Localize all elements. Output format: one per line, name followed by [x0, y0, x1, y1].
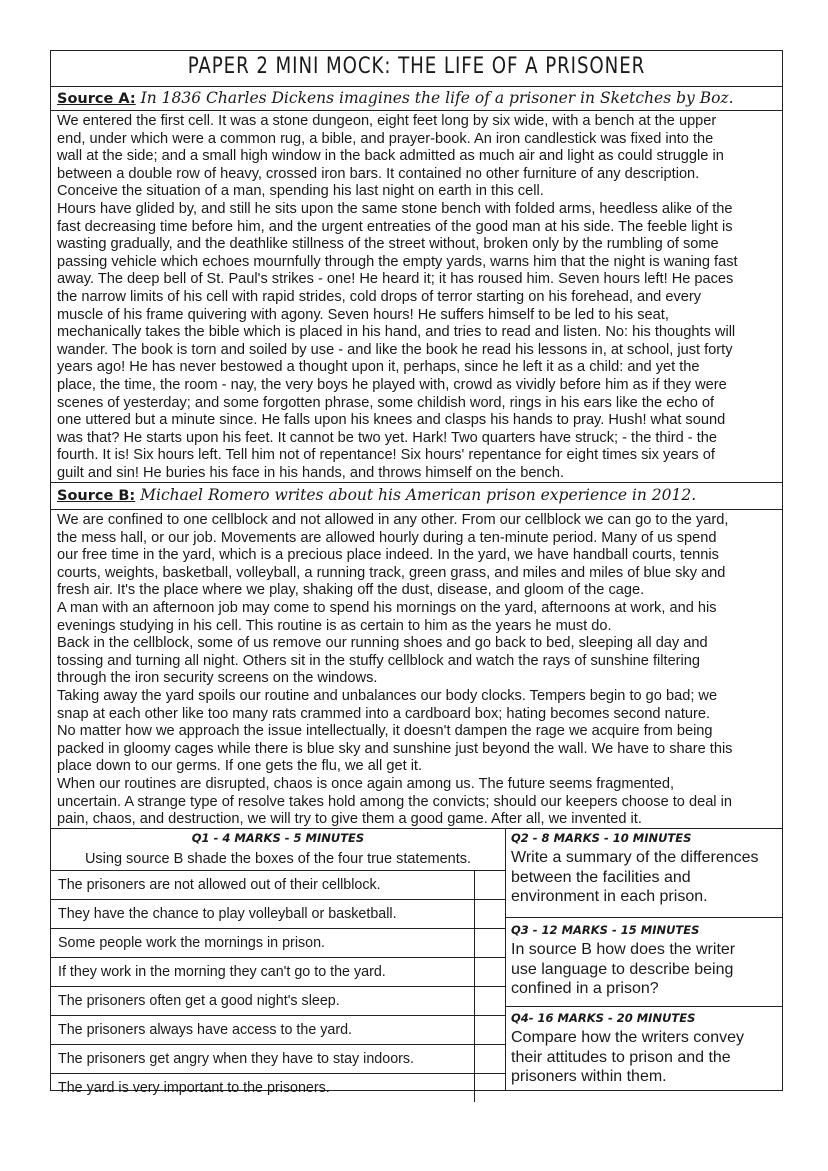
passage-line: was that? He starts upon his feet. It cannot be two yet. Hark! Two quarters have struck; - the third - the: [57, 429, 718, 446]
passage-line: Conceive the situation of a man, spending his last night on earth in this cell.: [57, 183, 544, 200]
statement-text: The prisoners often get a good night's sleep.: [58, 993, 340, 1009]
shade-box[interactable]: [474, 1016, 505, 1044]
divider: [51, 110, 782, 111]
statement-row: [51, 1044, 505, 1073]
passage-line: fast decreasing time before him, and the urgent entreaties of the good man at his side. The feeble light is: [57, 218, 733, 235]
passage-line: Hours have glided by, and still he sits upon the same stone bench with folded arms, heedless alike of the: [57, 200, 733, 217]
q4-line: prisoners within them.: [511, 1068, 667, 1085]
q1-heading: Q1 - 4 MARKS - 5 MINUTES: [191, 831, 365, 845]
passage-line: evenings studying in his cell. This routine is as certain to him as the years he must do.: [57, 617, 612, 634]
passage-line: We are confined to one cellblock and not allowed in any other. From our cellblock we can go to the yard,: [57, 512, 729, 528]
source-b-passage: [57, 512, 776, 829]
statement-text: The prisoners are not allowed out of their cellblock.: [58, 877, 381, 893]
q4-line: Compare how the writers convey: [511, 1029, 744, 1046]
statement-text: They have the chance to play volleyball or basketball.: [58, 906, 397, 922]
passage-line: years ago! He has never bestowed a thought upon it, perhaps, since he left it as a child: and yet the: [57, 359, 700, 376]
passage-line: wall at the side; and a small high window in the back admitted as much air and light as could struggle in: [57, 148, 724, 165]
q4-text: [511, 1028, 778, 1087]
statement-row: [51, 1073, 505, 1102]
q1-instruction: Using source B shade the boxes of the four true statements.: [84, 851, 472, 867]
passage-line: scenes of yesterday; and some forgotten phrase, some childish word, rings in his ears like the echo of: [57, 394, 715, 411]
source-a-passage: [57, 113, 776, 482]
questions-area: [51, 828, 782, 1096]
passage-line: guilt and sin! He buries his face in his hands, and throws himself on the bench.: [57, 464, 565, 481]
statement-text: The yard is very important to the prisoners.: [58, 1080, 330, 1096]
statement-text: If they work in the morning they can't go to the yard.: [58, 964, 386, 980]
divider: [505, 1006, 782, 1007]
source-a-label: Source A:: [57, 91, 136, 107]
statement-row: [51, 957, 505, 986]
passage-line: the narrow limits of his cell with rapid strides, cold drops of terror starting on his forehead, and every: [57, 288, 702, 305]
shade-box[interactable]: [474, 1045, 505, 1073]
q2-line: Write a summary of the differences: [511, 849, 759, 866]
statement-row: [51, 928, 505, 957]
q3-heading: Q3 - 12 MARKS - 15 MINUTES: [511, 923, 700, 937]
shade-box[interactable]: [474, 987, 505, 1015]
passage-line: muscle of his frame quivering with agony. Seven hours! He suffers himself to be led to his seat,: [57, 306, 669, 323]
passage-line: fresh air. It's the place where we play, shaking off the dust, disease, and gloom of the cage.: [57, 582, 645, 599]
source-b-label: Source B:: [57, 488, 136, 504]
q2-block: [511, 828, 778, 907]
passage-line: mechanically takes the bible which is placed in his hand, and tries to read and listen. No: his thoughts will: [57, 324, 736, 341]
source-a-description: In 1836 Charles Dickens imagines the life of a prisoner in Sketches by Boz.: [140, 89, 734, 107]
source-b-description: Michael Romero writes about his American prison experience in 2012.: [140, 486, 697, 504]
q4-line: their attitudes to prison and the: [511, 1048, 731, 1066]
passage-line: A man with an afternoon job may come to spend his mornings on the yard, afternoons at work, and his: [57, 599, 717, 616]
shade-box[interactable]: [474, 1074, 505, 1102]
passage-line: When our routines are disrupted, chaos is once again among us. The future seems fragmented,: [57, 775, 675, 792]
divider: [51, 509, 782, 510]
page-title: PAPER 2 MINI MOCK: THE LIFE OF A PRISONER: [187, 54, 646, 79]
source-b-heading: [57, 483, 776, 507]
passage-line: wasting gradually, and the deathlike stillness of the street without, broken only by the rumbling of some: [57, 236, 719, 253]
statement-row: [51, 986, 505, 1015]
passage-line: We entered the first cell. It was a stone dungeon, eight feet long by six wide, with a bench at the upper: [57, 113, 717, 129]
passage-line: one uttered but a minute since. He falls upon his knees and clasps his hands to pray. Hush! what sound: [57, 412, 726, 429]
q3-line: confined in a prison?: [511, 980, 659, 997]
passage-line: pain, chaos, and destruction, we will try to give them a good game. After all, we invented it.: [57, 811, 642, 828]
statement-text: Some people work the mornings in prison.: [58, 935, 326, 951]
shade-box[interactable]: [474, 929, 505, 957]
passage-line: passing vehicle which echoes mournfully through the empty yards, warns him that the night is waning fast: [57, 253, 738, 270]
passage-line: wander. The book is torn and soiled by use - and like the book he read his lessons in, at school, just forty: [57, 341, 733, 358]
source-a-heading: [57, 86, 776, 110]
shade-box[interactable]: [474, 871, 505, 899]
passage-line: away. The deep bell of St. Paul's strikes - one! He heard it; it has roused him. Seven hours left! He paces: [57, 271, 734, 288]
passage-line: through the iron security screens on the windows.: [57, 670, 378, 687]
passage-line: Back in the cellblock, some of us remove our running shoes and go back to bed, sleeping all day and: [57, 635, 708, 652]
passage-line: our free time in the yard, which is a precious place indeed. In the yard, we have handball courts, tennis: [57, 547, 719, 564]
statement-text: The prisoners always have access to the yard.: [58, 1022, 353, 1038]
passage-line: tossing and turning all night. Others sit in the stuffy cellblock and watch the rays of sunshine filtering: [57, 652, 701, 669]
statement-row: [51, 899, 505, 928]
passage-line: No matter how we approach the issue intellectually, it doesn't dampen the rage we acquire from being: [57, 723, 713, 740]
passage-line: Taking away the yard spoils our routine and unbalances our body clocks. Tempers begin to go bad; we: [57, 687, 718, 704]
statement-text: The prisoners get angry when they have to stay indoors.: [58, 1051, 415, 1067]
q2-line: between the facilities and: [511, 868, 691, 886]
divider: [505, 917, 782, 918]
q3-line: In source B how does the writer: [511, 941, 736, 958]
q2-text: [511, 848, 778, 907]
q2-line: environment in each prison.: [511, 888, 708, 905]
statement-row: [51, 1015, 505, 1044]
passage-line: courts, weights, basketball, volleyball, a running track, green grass, and miles and miles of blue sky and: [57, 564, 726, 581]
q2-heading: Q2 - 8 MARKS - 10 MINUTES: [511, 831, 692, 845]
q3-text: [511, 940, 778, 999]
passage-line: the mess hall, or our job. Movements are allowed hourly during a ten-minute period. Many of us spend: [57, 529, 717, 546]
passage-line: place down to our germs. If one gets the flu, we all get it.: [57, 758, 423, 775]
shade-box[interactable]: [474, 958, 505, 986]
q3-block: [511, 920, 778, 999]
passage-line: packed in gloomy cages while there is blue sky and sunshine just beyond the wall. We have to share this: [57, 740, 733, 757]
passage-line: between a double row of heavy, crossed iron bars. It contained no other furniture of any description.: [57, 165, 700, 182]
passage-line: uncertain. A strange type of resolve takes hold among the convicts; should our keepers choose to deal in: [57, 793, 732, 810]
passage-line: place, the time, the room - nay, the very boys he played with, crowd as vividly before him as if they were: [57, 376, 727, 393]
passage-line: snap at each other like too many rats crammed into a cardboard box; hating becomes second nature.: [57, 705, 711, 722]
column-divider: [505, 828, 506, 1090]
shade-box[interactable]: [474, 900, 505, 928]
q4-block: [511, 1008, 778, 1087]
statement-row: [51, 870, 505, 899]
worksheet: [50, 50, 783, 1096]
q3-line: use language to describe being: [511, 960, 734, 978]
q4-heading: Q4- 16 MARKS - 20 MINUTES: [511, 1011, 696, 1025]
passage-line: fourth. It is! Six hours left. Tell him not of repentance! Six hours' repentance for eight times six years of: [57, 447, 715, 464]
passage-line: end, under which were a common rug, a bible, and prayer-book. An iron candlestick was fixed into the: [57, 130, 714, 147]
